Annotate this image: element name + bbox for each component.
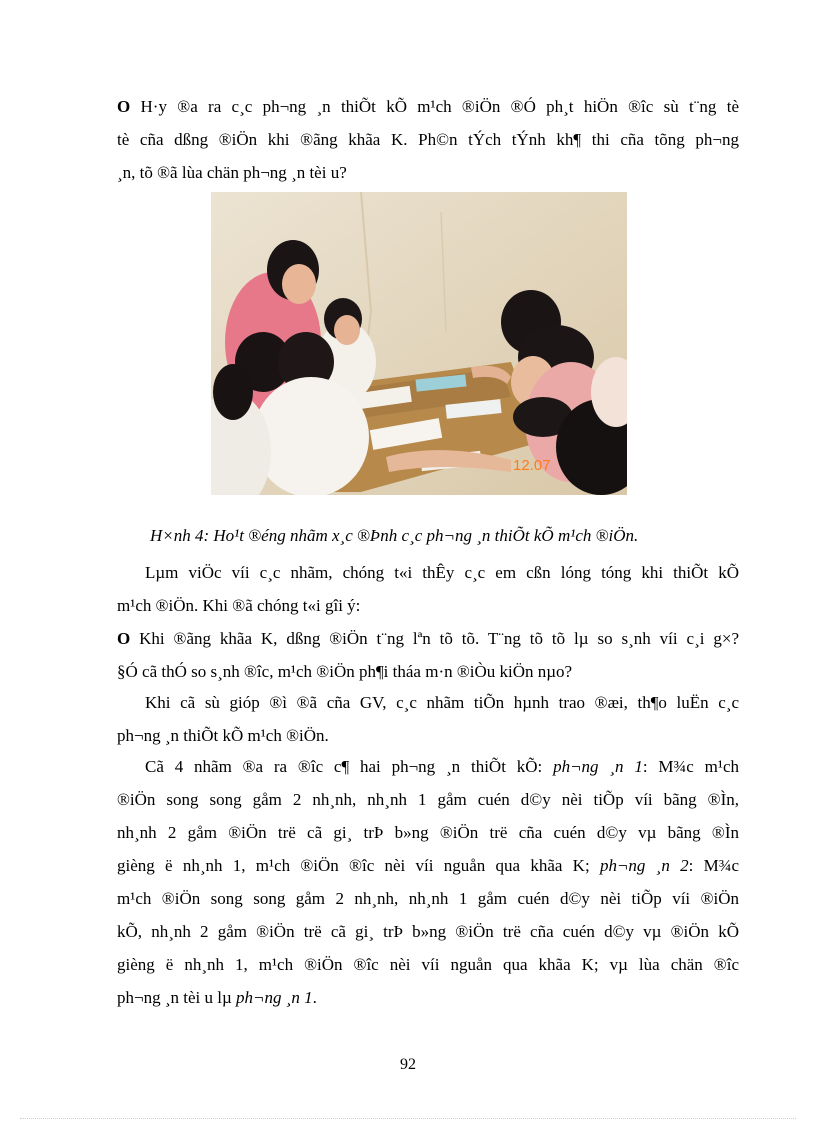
para4-line-6: kÕ, nh¸nh 2 gåm ®iÖn trë cã gi¸ trÞ b»ng ®iÖn trë cña cuén d©y vµ ®iÖn kÕ bbox=[117, 922, 739, 941]
para4-line-7: gièng ë nh¸nh 1, m¹ch ®iÖn ®îc nèi víi nguån qua khãa K; vµ lùa chän ®îc bbox=[117, 955, 739, 974]
option-1-label: ph¬ng ¸n 1 bbox=[553, 757, 643, 776]
question-line-2: tè cña dßng ®iÖn khi ®ãng khãa K. Ph©n tÝch tÝnh kh¶ thi cña tõng ph¬ng bbox=[117, 130, 739, 149]
page-bottom-border bbox=[20, 1118, 796, 1119]
bullet-marker: O bbox=[117, 97, 131, 116]
paragraph-hint bbox=[117, 622, 739, 688]
para4-line-3: nh¸nh 2 gåm ®iÖn trë cã gi¸ trÞ b»ng ®iÖn trë cña cuén d©y vµ bãng ®Ìn bbox=[117, 823, 739, 842]
photo-date-stamp: 12.07 bbox=[513, 457, 551, 474]
paragraph-group-discussion bbox=[117, 556, 739, 622]
para4-line-2: ®iÖn song song gåm 2 nh¸nh, nh¸nh 1 gåm cuén d©y nèi tiÕp víi bãng ®Ìn, bbox=[117, 790, 739, 809]
para4-line-5: m¹ch ®iÖn song song gåm 2 nh¸nh, nh¸nh 1 gåm cuén d©y nèi tiÕp víi ®iÖn bbox=[117, 889, 739, 908]
para1-line-1: Lµm viÖc víi c¸c nhãm, chóng t«i thÊy c¸c em cßn lóng tóng khi thiÕt kÕ bbox=[145, 563, 739, 582]
question-line-1: O H·y ®a ra c¸c ph¬ng ¸n thiÕt kÕ m¹ch ®iÖn ®Ó ph¸t hiÖn ®îc sù t¨ng tè bbox=[117, 97, 739, 116]
para4-line-1: Cã 4 nhãm ®a ra ®îc c¶ hai ph¬ng ¸n thiÕt kÕ: ph¬ng ¸n 1: M¾c m¹ch bbox=[145, 757, 740, 776]
para2-line-1: O Khi ®ãng khãa K, dßng ®iÖn t¨ng lªn tõ tõ. T¨ng tõ tõ lµ so s¸nh víi c¸i g×? bbox=[117, 629, 739, 648]
para3-line-1: Khi cã sù gióp ®ì ®ã cña GV, c¸c nhãm tiÕn hµnh trao ®æi, th¶o luËn c¸c bbox=[145, 693, 739, 712]
question-paragraph bbox=[117, 90, 739, 189]
option-2-label: ph¬ng ¸n 2 bbox=[599, 856, 689, 875]
para3-line-2: ph¬ng ¸n thiÕt kÕ m¹ch ®iÖn. bbox=[117, 726, 329, 745]
chosen-option-label: ph¬ng ¸n 1 bbox=[236, 988, 313, 1007]
paragraph-teacher-support bbox=[117, 686, 739, 752]
paragraph-design-options bbox=[117, 750, 739, 1014]
question-line-3: ¸n, tõ ®ã lùa chän ph¬ng ¸n tèi u? bbox=[117, 163, 347, 182]
classroom-photo bbox=[211, 192, 627, 495]
para4-line-8: ph¬ng ¸n tèi u lµ ph¬ng ¸n 1. bbox=[117, 988, 317, 1007]
para1-line-2: m¹ch ®iÖn. Khi ®ã chóng t«i gîi ý: bbox=[117, 596, 361, 615]
classroom-photo-image bbox=[211, 192, 627, 495]
page-number: 92 bbox=[400, 1056, 416, 1073]
para2-line-2: §Ó cã thÓ so s¸nh ®îc, m¹ch ®iÖn ph¶i tháa m·n ®iÒu kiÖn nµo? bbox=[117, 662, 573, 681]
figure-caption: H×nh 4: Ho¹t ®éng nhãm x¸c ®Þnh c¸c ph¬ng ¸n thiÕt kÕ m¹ch ®iÖn. bbox=[150, 526, 639, 545]
bullet-marker: O bbox=[117, 629, 131, 648]
para4-line-4: gièng ë nh¸nh 1, m¹ch ®iÖn ®îc nèi víi nguån qua khãa K; ph¬ng ¸n 2: M¾c bbox=[117, 856, 740, 875]
